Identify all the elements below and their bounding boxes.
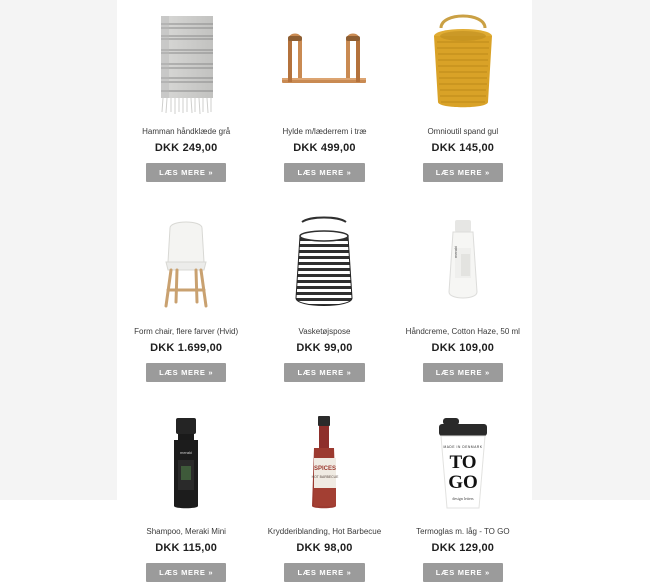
- row-separator: [117, 382, 532, 400]
- spices-image: [259, 410, 389, 522]
- read-more-button[interactable]: LÆS MERE »: [146, 563, 226, 582]
- read-more-button[interactable]: LÆS MERE »: [284, 363, 364, 382]
- left-gutter: [0, 0, 117, 500]
- product-card[interactable]: [255, 400, 393, 582]
- product-title: Omnioutil spand gul: [427, 127, 499, 136]
- handcream-image: [398, 210, 528, 322]
- product-card[interactable]: [117, 400, 255, 582]
- read-more-button[interactable]: LÆS MERE »: [423, 363, 503, 382]
- product-row: [117, 200, 532, 382]
- product-card[interactable]: [394, 400, 532, 582]
- togo-line1: TO: [449, 452, 477, 473]
- product-price: DKK 115,00: [155, 542, 218, 554]
- togocup-image: [398, 410, 528, 522]
- togo-brand-top: MADE IN DENMARK: [443, 445, 483, 449]
- product-title: Termoglas m. låg - TO GO: [416, 527, 510, 536]
- product-row: [117, 0, 532, 182]
- product-title: Form chair, flere farver (Hvid): [134, 327, 239, 336]
- product-price: DKK 249,00: [154, 142, 218, 154]
- product-title: Vasketøjspose: [298, 327, 351, 336]
- product-price: DKK 499,00: [293, 142, 356, 154]
- spices-label-title: SPICES: [314, 466, 337, 472]
- svg-text:meraki: meraki: [180, 450, 193, 455]
- product-card[interactable]: [255, 0, 393, 182]
- product-card[interactable]: [117, 200, 255, 382]
- read-more-button[interactable]: LÆS MERE »: [146, 163, 226, 182]
- product-card[interactable]: [117, 0, 255, 182]
- read-more-button[interactable]: LÆS MERE »: [284, 163, 364, 182]
- product-title: Håndcreme, Cotton Haze, 50 ml: [405, 327, 520, 336]
- product-title: Shampoo, Meraki Mini: [146, 527, 226, 536]
- laundrybag-image: [259, 210, 389, 322]
- read-more-button[interactable]: LÆS MERE »: [423, 563, 503, 582]
- product-price: DKK 98,00: [296, 542, 353, 554]
- read-more-button[interactable]: LÆS MERE »: [284, 563, 364, 582]
- bucket-image: [398, 10, 528, 122]
- towel-image: [121, 10, 251, 122]
- shelf-image: [259, 10, 389, 122]
- right-gutter: [532, 0, 650, 500]
- row-separator: [117, 182, 532, 200]
- togo-brand-bottom: design letters: [452, 496, 474, 501]
- product-title: Hylde m/læderrem i træ: [282, 127, 367, 136]
- read-more-button[interactable]: LÆS MERE »: [423, 163, 503, 182]
- product-card[interactable]: [255, 200, 393, 382]
- product-card[interactable]: [394, 0, 532, 182]
- spices-label-subtitle: HOT BARBECUE: [312, 475, 339, 479]
- product-title: Krydderiblanding, Hot Barbecue: [267, 527, 382, 536]
- product-price: DKK 99,00: [296, 342, 353, 354]
- product-grid: [117, 0, 532, 582]
- product-price: DKK 145,00: [431, 142, 495, 154]
- shampoo-image: [121, 410, 251, 522]
- product-card[interactable]: [394, 200, 532, 382]
- chair-image: [121, 210, 251, 322]
- togo-line2: GO: [448, 472, 478, 493]
- product-price: DKK 1.699,00: [150, 342, 223, 354]
- svg-text:meraki: meraki: [452, 245, 458, 258]
- product-title: Hamman håndklæde grå: [142, 127, 231, 136]
- product-price: DKK 109,00: [431, 342, 495, 354]
- product-row: [117, 400, 532, 582]
- read-more-button[interactable]: LÆS MERE »: [146, 363, 226, 382]
- product-price: DKK 129,00: [431, 542, 495, 554]
